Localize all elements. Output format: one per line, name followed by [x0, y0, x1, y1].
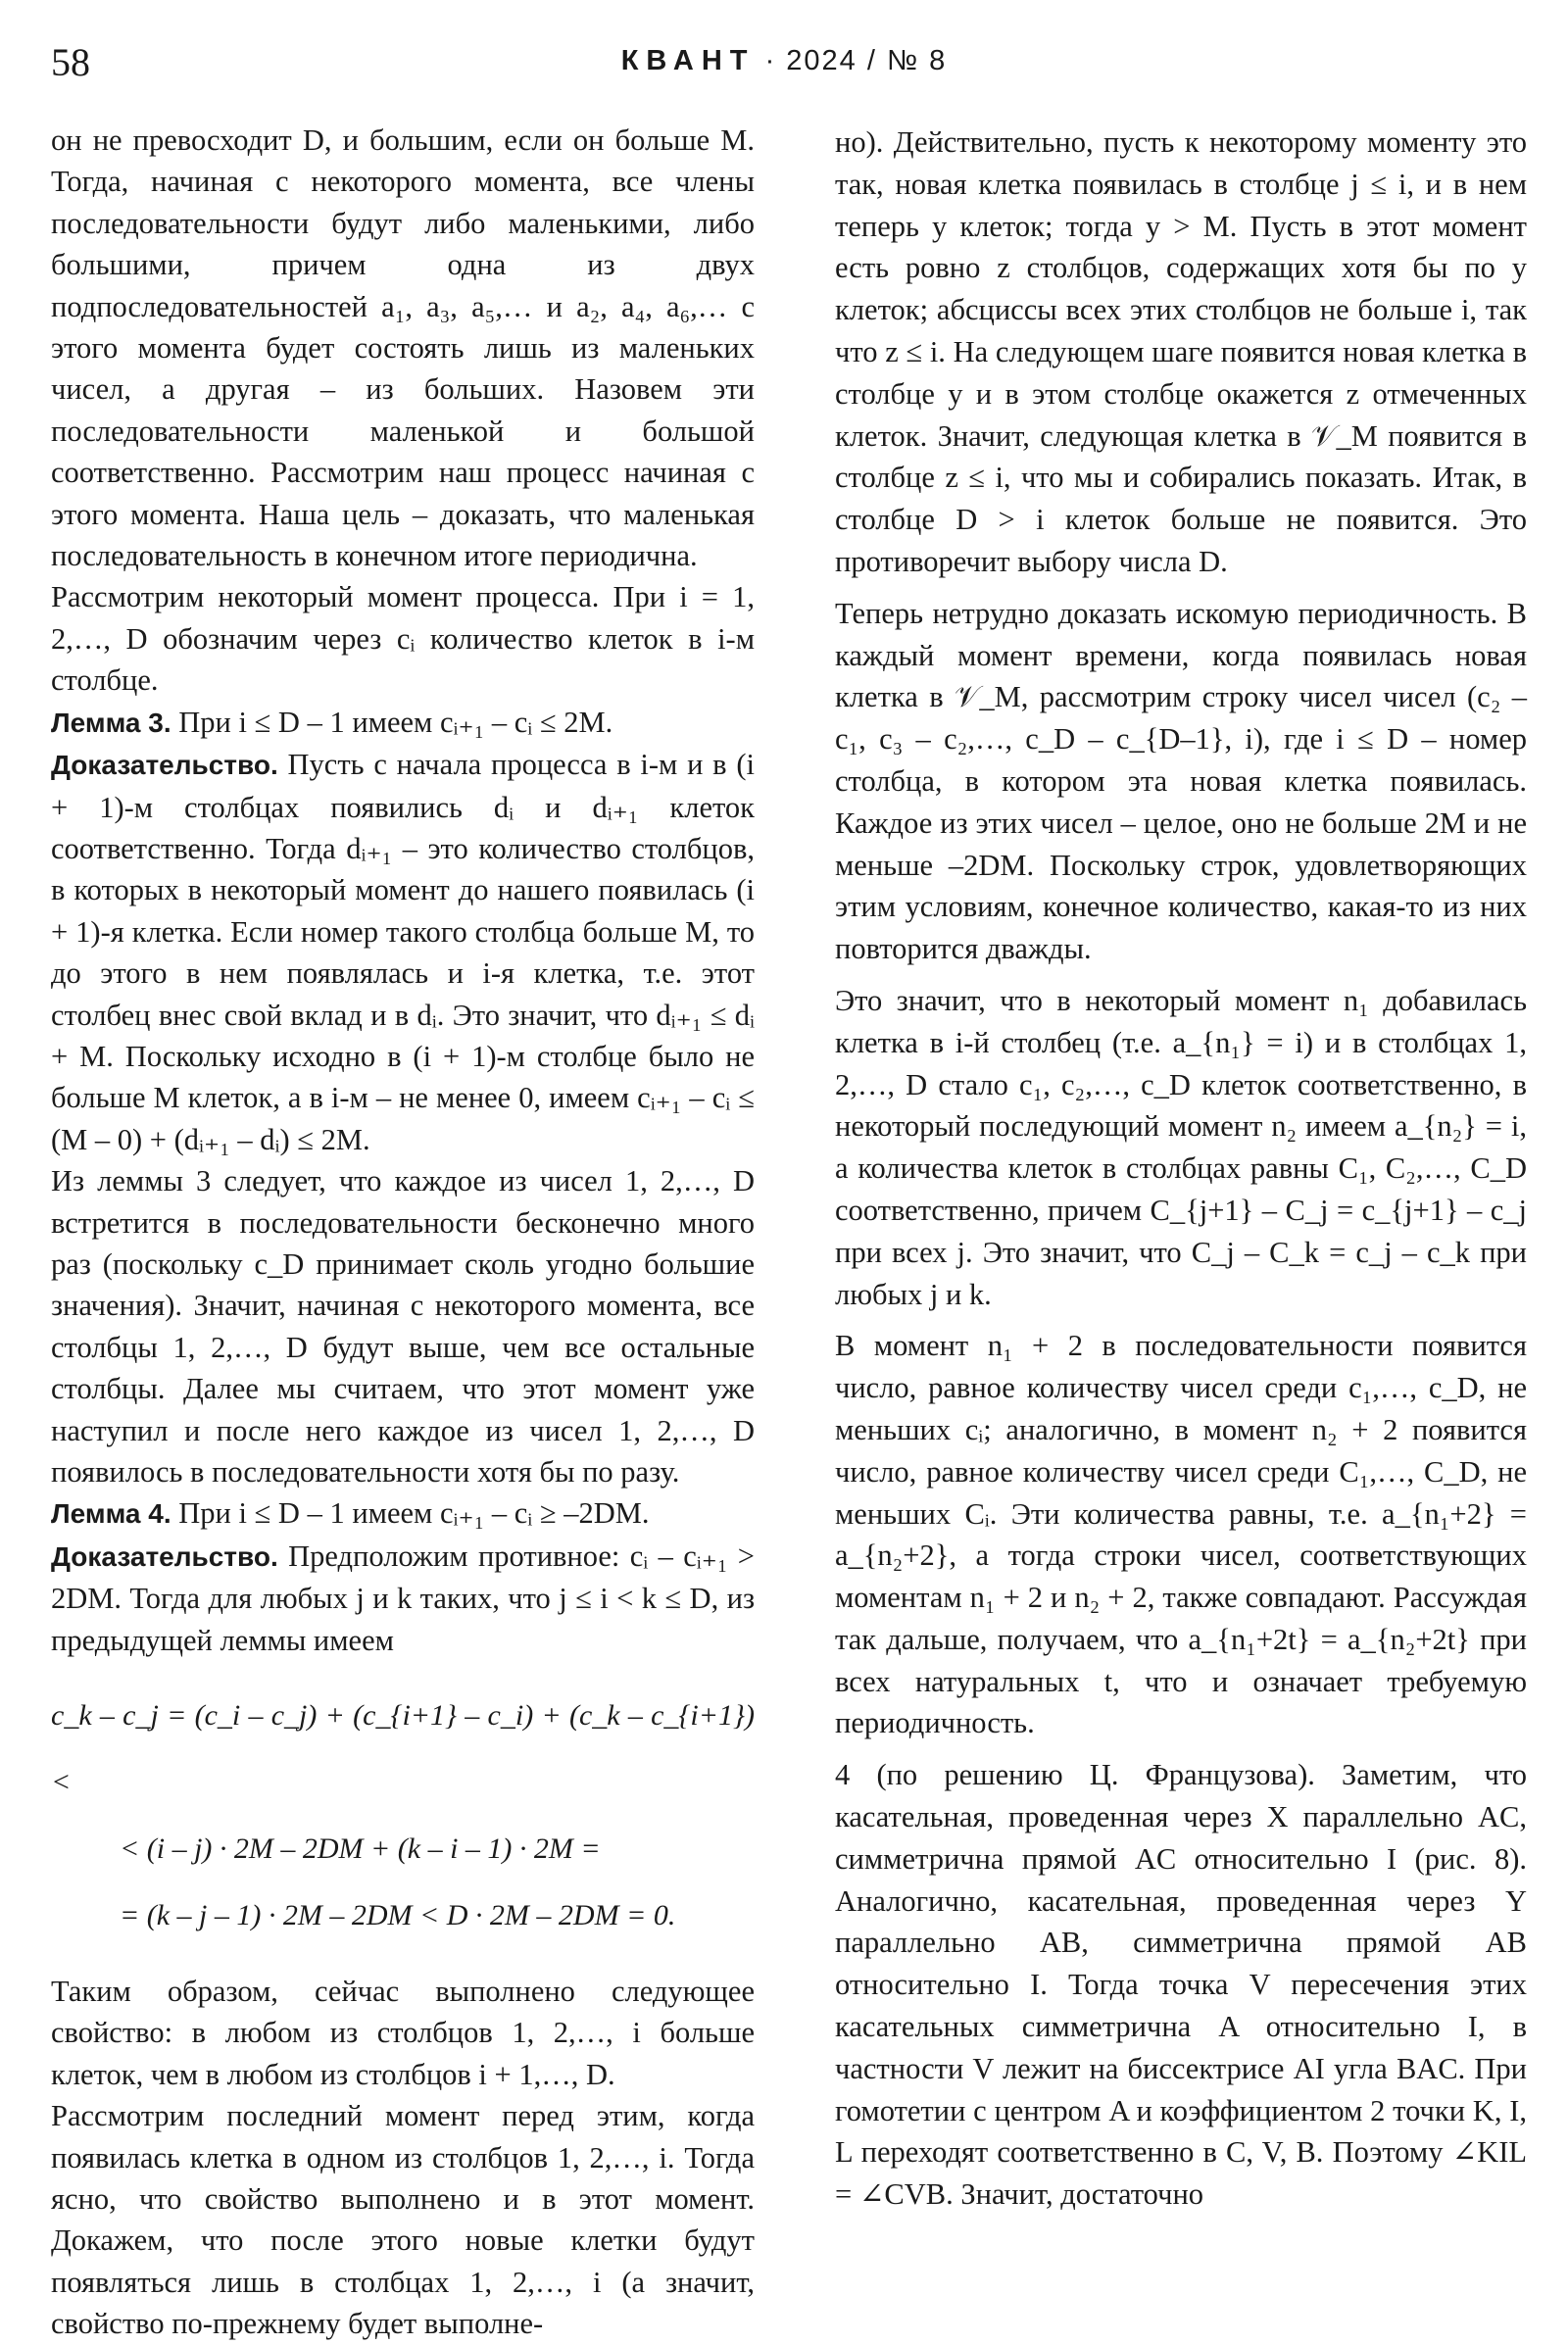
lemma-3: Лемма 3. При i ≤ D – 1 имеем cᵢ₊₁ – cᵢ ≤ 2M.	[51, 705, 613, 739]
solution-4: 4 (по решению Ц. Французова). Заметим, что касательная, проведенная через X параллельно AC, симметрична прямой AC относительно I (рис. 8). Аналогично, касательная, проведенная через Y параллельно AB, симметрична прямой AB относительно I. Тогда точка V пересечения этих касательных симметрична A относительно I, в частности V лежит на биссектрисе AI угла BAC. При гомотетии с центром A и коэффициентом 2 точки K, I, L переходят соответственно в C, V, B. Поэтому ∠KIL = ∠CVB. Значит, достаточно	[835, 1758, 1527, 2212]
formula-line-1: c_k – c_j = (c_i – c_j) + (c_{i+1} – c_i) + (c_k – c_{i+1}) <	[51, 1699, 755, 1799]
heading-label: Лемма 4.	[51, 1498, 172, 1530]
paragraph: Таким образом, сейчас выполнено следующее свойство: в любом из столбцов 1, 2,…, i больше клеток, чем в любом из столбцов i + 1,…, D.	[51, 1975, 755, 2091]
paragraph: Рассмотрим последний момент перед этим, когда появилась клетка в одном из столбцов 1, 2,…, i. Тогда ясно, что свойство выполнено и в этот момент. Докажем, что после этого новые клетки будут появляться лишь в столбцах 1, 2,…, i (а значит, свойство по-прежнему будет выполне-	[51, 2099, 755, 2341]
paragraph: Из леммы 3 следует, что каждое из чисел 1, 2,…, D встретится в последовательности бесконечно много раз (поскольку c_D принимает сколь угодно большие значения). Значит, начиная с некоторого момента, все столбцы 1, 2,…, D будут выше, чем все остальные столбцы. Далее мы считаем, что этот момент уже наступил и после него каждое из чисел 1, 2,…, D появилось в последовательности хотя бы по разу.	[51, 1164, 755, 1489]
page-number: 58	[51, 40, 90, 84]
proof-lemma-4: Доказательство. Предположим противное: cᵢ – cᵢ₊₁ > 2DM. Тогда для любых j и k таких, что j ≤ i < k ≤ D, из предыдущей леммы имеем	[51, 1539, 755, 1657]
paragraph: но). Действительно, пусть к некоторому моменту это так, новая клетка появилась в столбце j ≤ i, и в нем теперь y клеток; тогда y > M. Пусть в этот момент есть ровно z столбцов, содержащих хотя бы по y клеток; абсциссы всех этих столбцов не больше i, так что z ≤ i. На следующем шаге появится новая клетка в столбце y и в этом столбце окажется z отмеченных клеток. Значит, следующая клетка в 𝒱_M появится в столбце z ≤ i, что мы и собирались показать. Итак, в столбце D > i клеток больше не появится. Это противоречит выбору числа D.	[835, 125, 1527, 578]
paragraph: он не превосходит D, и большим, если он больше M. Тогда, начиная с некоторого момента, все члены последовательности будут либо маленькими, либо большими, причем одна из двух подпоследовательностей a₁, a₃, a₅,… и a₂, a₄, a₆,… с этого момента будет состоять лишь из маленьких чисел, а другая – из больших. Назовем эти последовательности маленькой и большой соответственно. Рассмотрим наш процесс начиная с этого момента. Наша цель – доказать, что маленькая последовательность в конечном итоге периодична.	[51, 123, 755, 573]
journal-title: КВАНТ	[620, 45, 756, 76]
running-header	[0, 45, 1568, 77]
heading-label: Доказательство.	[51, 1540, 278, 1572]
paragraph: Рассмотрим некоторый момент процесса. При i = 1, 2,…, D обозначим через cᵢ количество клеток в i-м столбце.	[51, 580, 755, 698]
formula-line-2: < (i – j) · 2M – 2DM + (k – i – 1) · 2M =	[120, 1832, 601, 1866]
formula-line-3: = (k – j – 1) · 2M – 2DM < D · 2M – 2DM = 0.	[120, 1899, 676, 1932]
paragraph: Это значит, что в некоторый момент n₁ добавилась клетка в i-й столбец (т.е. a_{n₁} = i) и в столбцах 1, 2,…, D стало c₁, c₂,…, c_D клеток соответственно, в некоторый последующий момент n₂ имеем a_{n₂} = i, а количества клеток в столбцах равны C₁, C₂,…, C_D соответственно, причем C_{j+1} – C_j = c_{j+1} – c_j при всех j. Это значит, что C_j – C_k = c_j – c_k при любых j и k.	[835, 983, 1527, 1311]
heading-label: Лемма 3.	[51, 707, 172, 738]
display-formula	[51, 1683, 755, 1949]
lemma-4: Лемма 4. При i ≤ D – 1 имеем cᵢ₊₁ – cᵢ ≥ –2DM.	[51, 1496, 650, 1531]
paragraph: В момент n₁ + 2 в последовательности появится число, равное количеству чисел среди c₁,…, c_D, не меньших cᵢ; аналогично, в момент n₂ + 2 появится число, равное количеству чисел среди C₁,…, C_D, не меньших Cᵢ. Эти количества равны, т.е. a_{n₁+2} = a_{n₂+2}, а тогда строки чисел, соответствующих моментам n₁ + 2 и n₂ + 2, также совпадают. Рассуждая так дальше, получаем, что a_{n₁+2t} = a_{n₂+2t} при всех натуральных t, что и означает требуемую периодичность.	[835, 1329, 1527, 1740]
paragraph: Теперь нетрудно доказать искомую периодичность. В каждый момент времени, когда появилась новая клетка в 𝒱_M, рассмотрим строку чисел чисел (c₂ – c₁, c₃ – c₂,…, c_D – c_{D–1}, i), где i ≤ D – номер столбца, в котором эта новая клетка появилась. Каждое из этих чисел – целое, оно не больше 2M и не меньше –2DM. Поскольку строк, удовлетворяющих этим условиям, конечное количество, какая-то из них повторится дважды.	[835, 596, 1527, 966]
right-column	[835, 122, 1527, 2216]
proof-lemma-3: Доказательство. Пусть с начала процесса в i-м и в (i + 1)-м столбцах появились dᵢ и dᵢ₊₁ клеток соответственно. Тогда dᵢ₊₁ – это количество столбцов, в которых в некоторый момент до нашего появилась (i + 1)-я клетка. Если номер такого столбца больше M, то до этого в нем появлялась и i-я клетка, т.е. этот столбец внес свой вклад и в dᵢ. Это значит, что dᵢ₊₁ ≤ dᵢ + M. Поскольку исходно в (i + 1)-м столбце было не больше M клеток, а в i-м – не менее 0, имеем cᵢ₊₁ – cᵢ ≤ (M – 0) + (dᵢ₊₁ – dᵢ) ≤ 2M.	[51, 748, 755, 1156]
left-column	[51, 120, 755, 2345]
heading-label: Доказательство.	[51, 750, 278, 781]
issue-info: · 2024 / № 8	[764, 45, 948, 76]
